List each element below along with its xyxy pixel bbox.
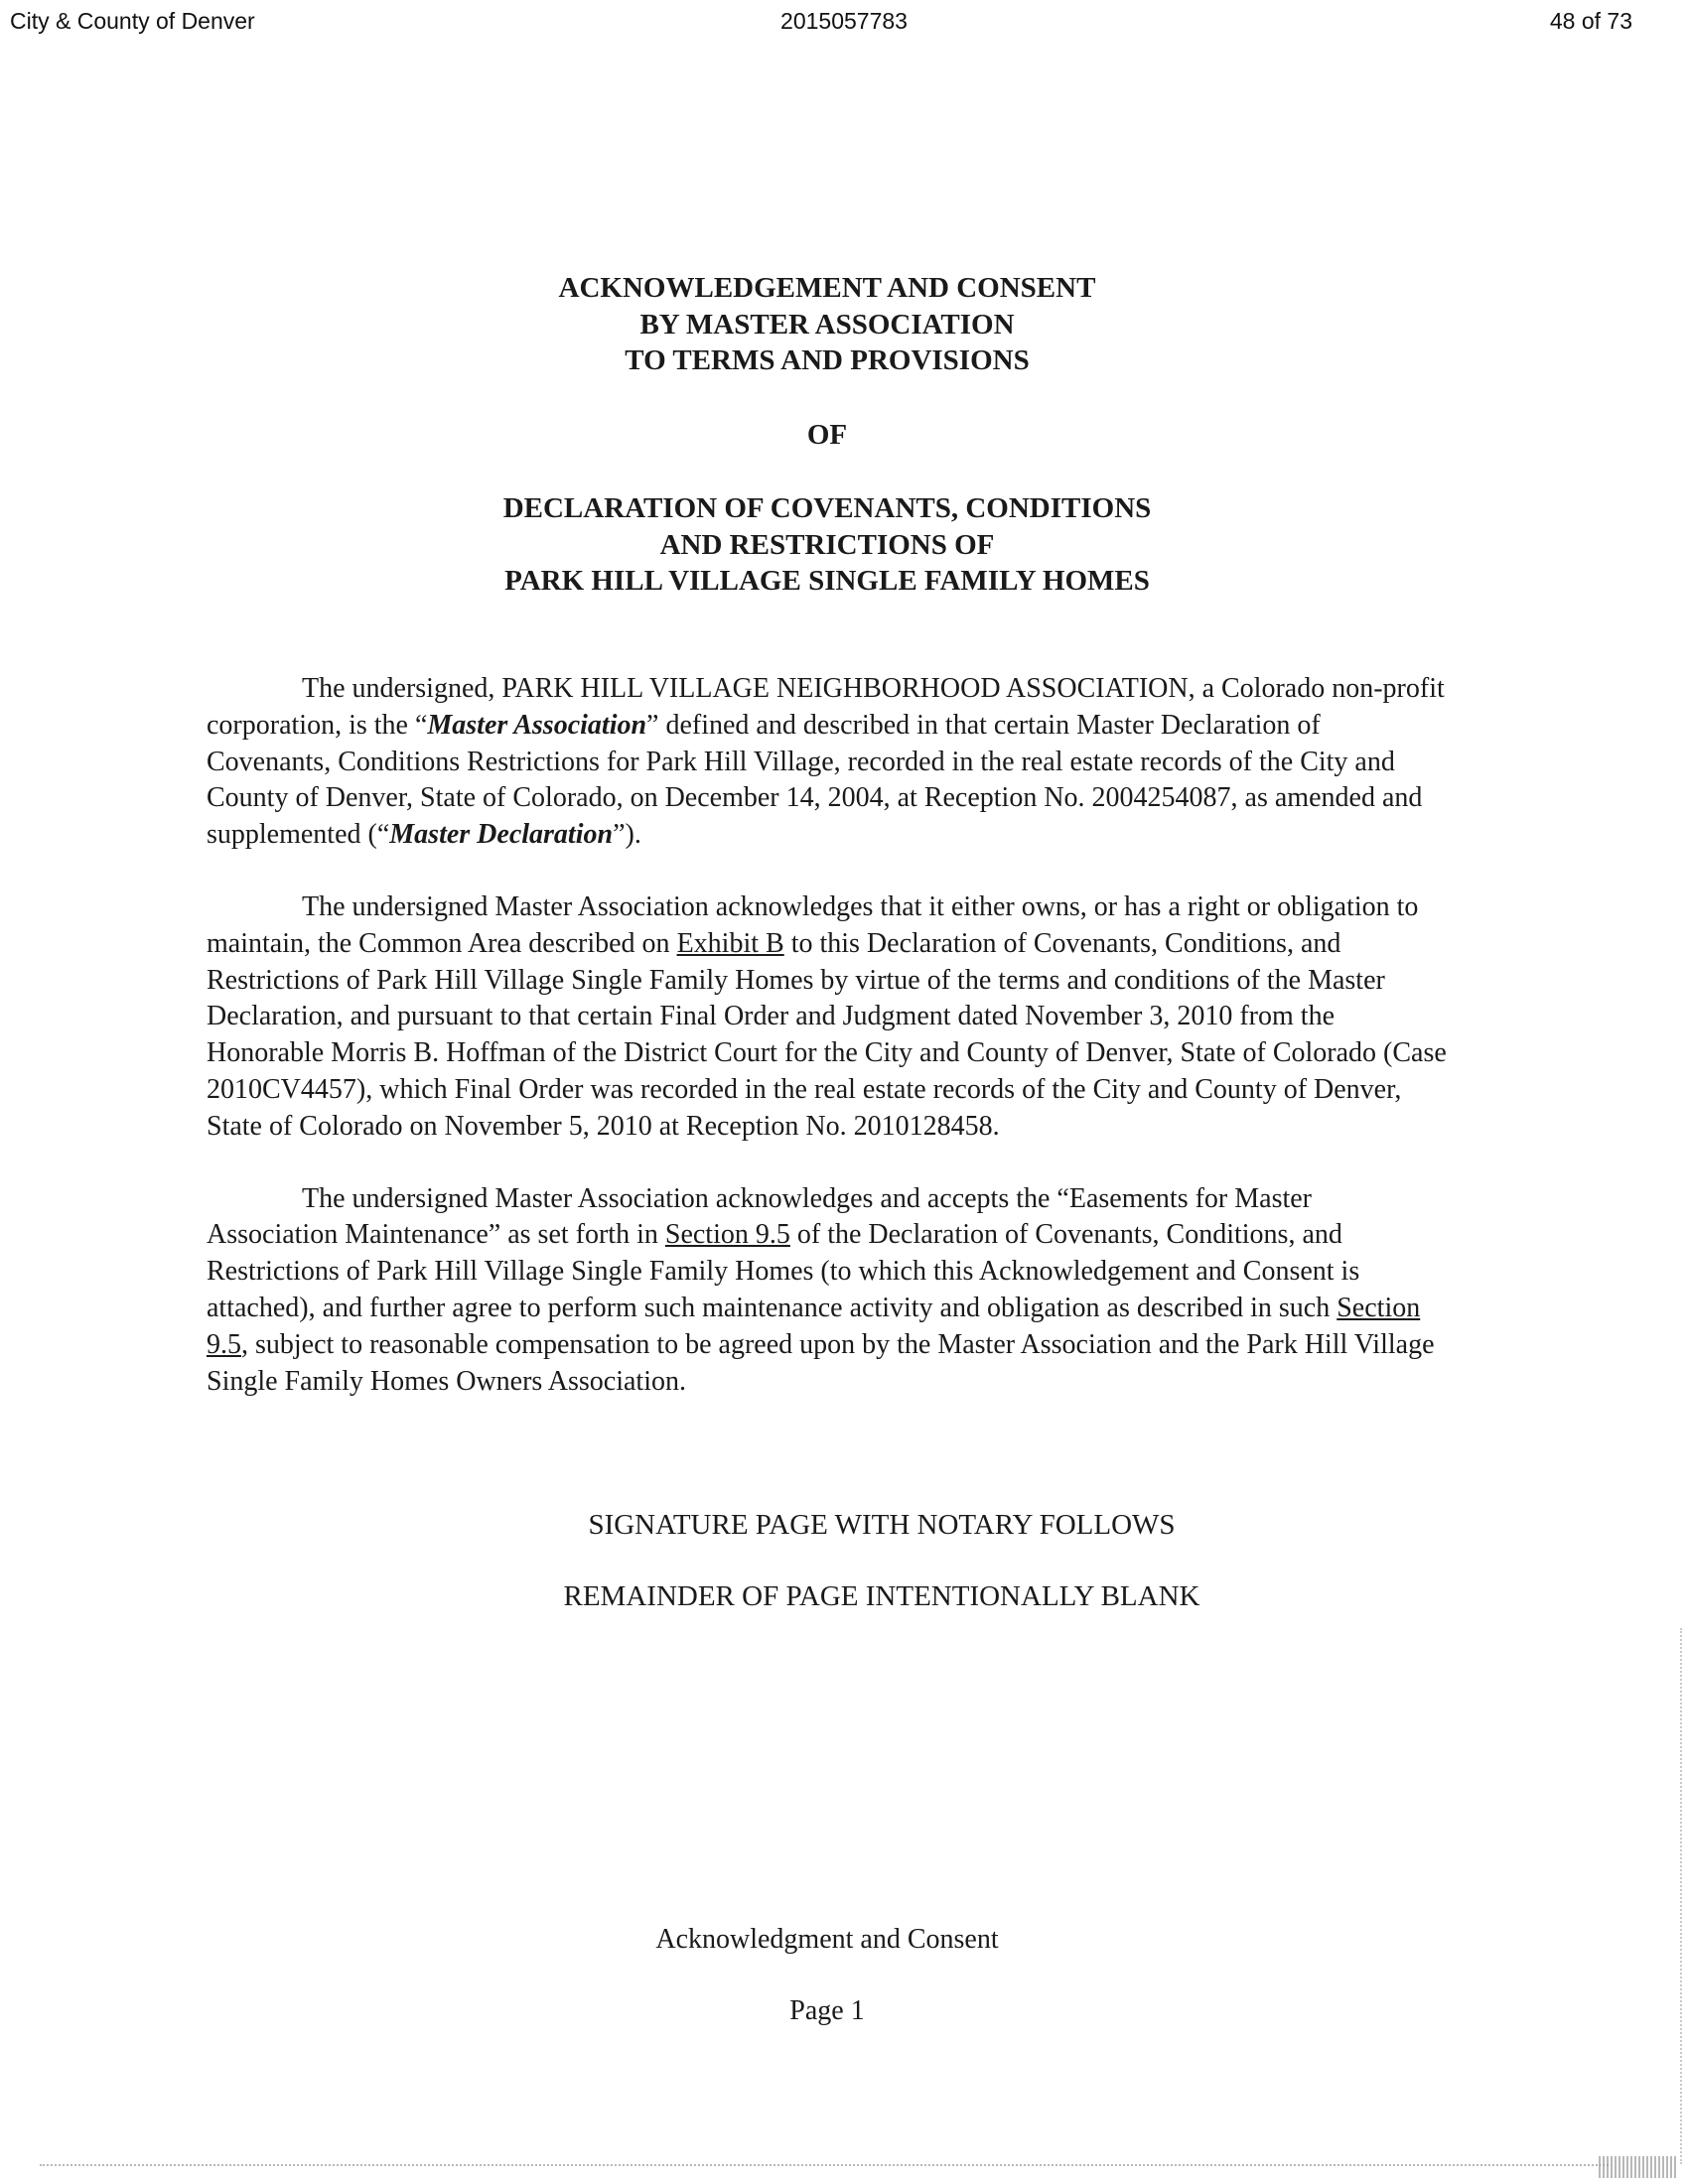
title-line: BY MASTER ASSOCIATION [639, 308, 1015, 341]
scan-artifact-line [40, 2164, 1609, 2168]
defined-term: Master Declaration [389, 819, 614, 851]
header-page-count: 48 of 73 [1549, 8, 1632, 34]
paragraph-common-area: The undersigned Master Association acknowledges that it either owns, or has a right or obligation to maintain, the Common Area described on Exhibit B to this Declaration of Covenants, Conditions, and Restrictions of Park Hill Village Single Family Homes by virtue of the terms and conditions of the Master Declaration, and pursuant to that certain Final Order and Judgment dated November 3, 2010 from the Honorable Morris B. Hoffman of the District Court for the City and County of Denver, State of Colorado (Case 2010CV4457), which Final Order was recorded in the real estate records of the City and County of Denver, State of Colorado on November 5, 2010 at Reception No. 2010128458. [207, 890, 1447, 1142]
header-reception-number: 2015057783 [780, 8, 908, 34]
title-line: OF [806, 418, 848, 451]
signature-notice: SIGNATURE PAGE WITH NOTARY FOLLOWS [588, 1509, 1176, 1541]
paragraph-easements: The undersigned Master Association acknowledges and accepts the “Easements for Master Association Maintenance” as set forth in Section 9.5 of the Declaration of Covenants, Conditions, and Restrictions of Park Hill Village Single Family Homes (to which this Acknowledgement and Consent is attached), and further agree to perform such maintenance activity and obligation as described in such Section 9.5, subject to reasonable compensation to be agreed upon by the Master Association and the Park Hill Village Single Family Homes Owners Association. [207, 1182, 1435, 1397]
footer-label: Acknowledgment and Consent [655, 1924, 999, 1955]
title-line: TO TERMS AND PROVISIONS [625, 344, 1030, 376]
defined-term: Master Association [427, 709, 647, 741]
document-body [207, 671, 1448, 1435]
document-title [0, 270, 1654, 600]
paragraph-master-association: The undersigned, PARK HILL VILLAGE NEIGHBORHOOD ASSOCIATION, a Colorado non-profit corporation, is the “Master Association” defined and described in that certain Master Declaration of Covenants, Conditions Restrictions for Park Hill Village, recorded in the real estate records of the City and County of Denver, State of Colorado, on December 14, 2004, at Reception No. 2004254087, as amended and supplemented (“Master Declaration”). [207, 673, 1445, 851]
title-line: PARK HILL VILLAGE SINGLE FAMILY HOMES [504, 565, 1150, 597]
title-line: ACKNOWLEDGEMENT AND CONSENT [558, 272, 1096, 304]
exhibit-reference: Exhibit B [676, 927, 784, 959]
scan-artifact-edge [1680, 1628, 1684, 2164]
blank-page-notice: REMAINDER OF PAGE INTENTIONALLY BLANK [563, 1580, 1200, 1612]
scan-artifact-mark [1599, 2156, 1678, 2178]
footer-page-number: Page 1 [789, 1995, 865, 2026]
section-reference: Section 9.5 [664, 1219, 790, 1251]
page-header [0, 4, 1688, 44]
title-line: AND RESTRICTIONS OF [659, 528, 995, 561]
header-jurisdiction: City & County of Denver [10, 8, 255, 34]
title-line: DECLARATION OF COVENANTS, CONDITIONS [502, 492, 1152, 524]
section-reference: Section 9.5 [207, 1292, 1421, 1360]
